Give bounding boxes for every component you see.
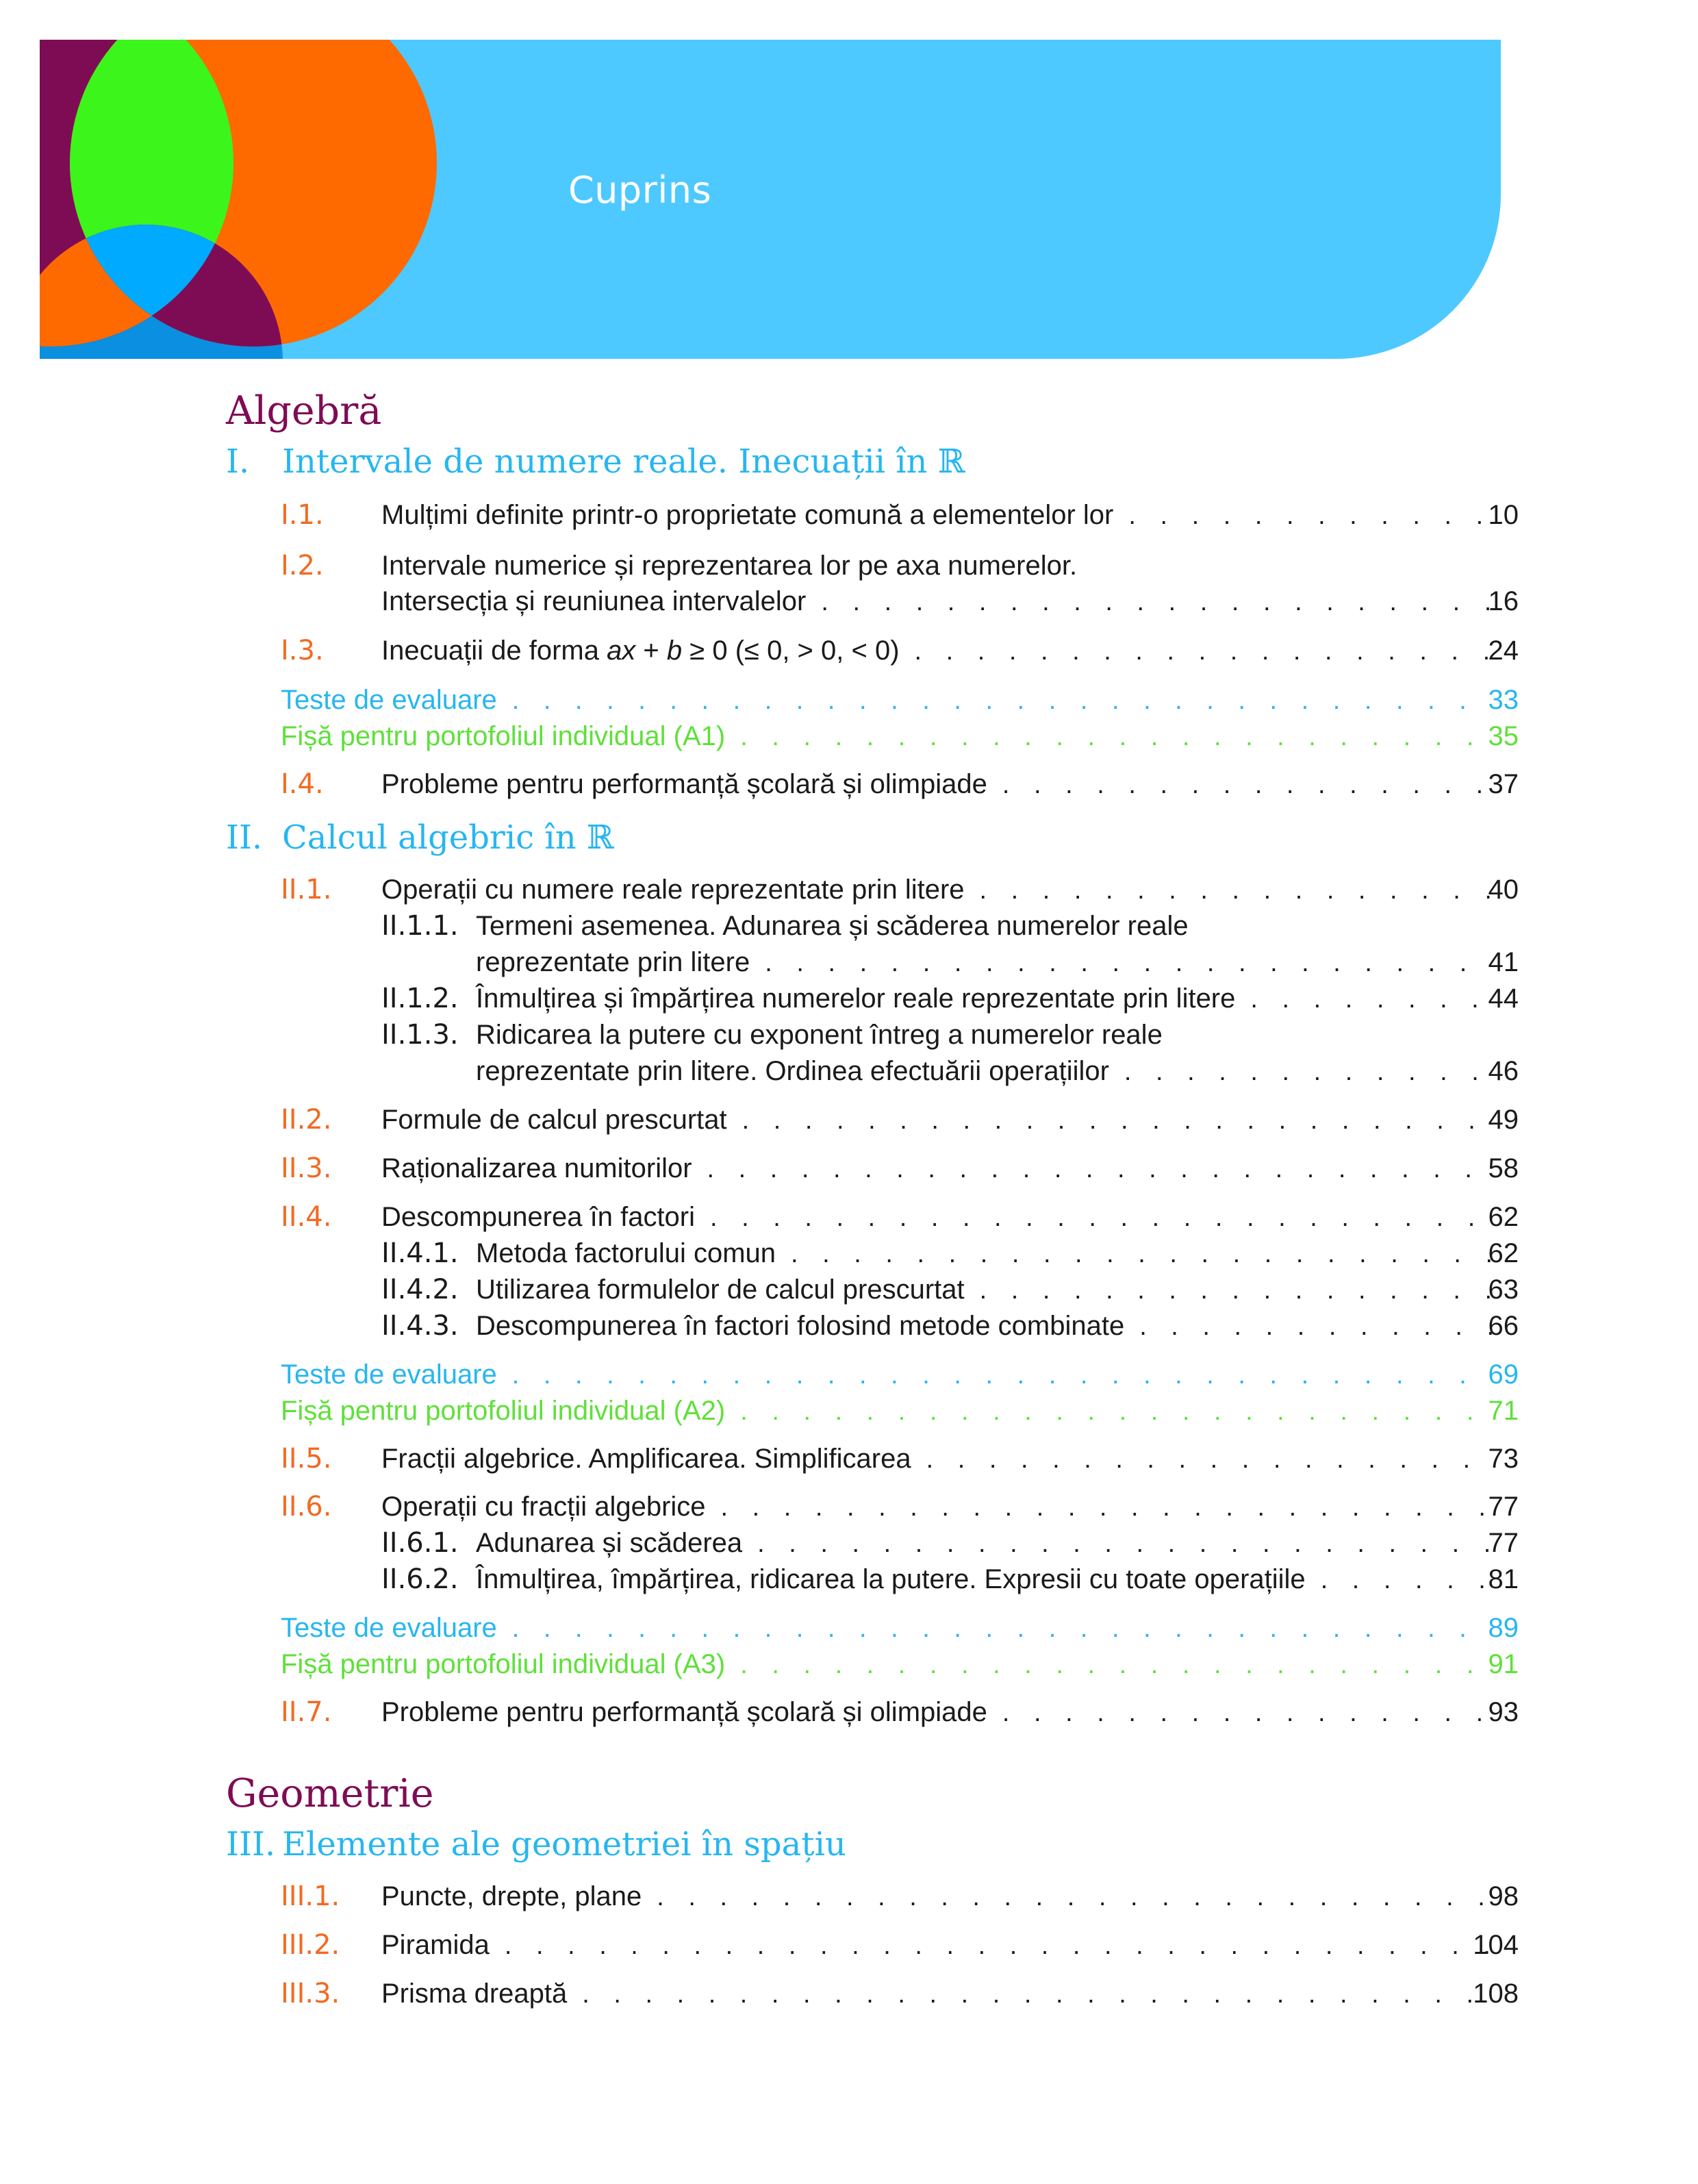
entry-text: Descompunerea în factori bbox=[381, 1202, 696, 1232]
page-number: 108 bbox=[1473, 1979, 1519, 2009]
page-number: 81 bbox=[1488, 1564, 1519, 1594]
chapter-title: Calcul algebric în ℝ bbox=[282, 818, 614, 857]
page-number: 46 bbox=[1488, 1056, 1519, 1086]
entry-text: Puncte, drepte, plane bbox=[381, 1881, 642, 1911]
entry-text: Metoda factorului comun bbox=[476, 1238, 776, 1268]
toc-entry[interactable] bbox=[0, 1198, 1698, 1236]
entry-text: Fișă pentru portofoliul individual (A1) bbox=[281, 721, 726, 751]
toc-entry[interactable] bbox=[0, 1974, 1698, 2013]
page-number: 24 bbox=[1488, 636, 1519, 666]
toc-subentry[interactable] bbox=[0, 1524, 1698, 1562]
toc-subentry[interactable] bbox=[0, 1307, 1698, 1345]
toc-entry-portfolio[interactable] bbox=[0, 717, 1698, 755]
page-number: 62 bbox=[1488, 1202, 1519, 1232]
page-number: 98 bbox=[1488, 1881, 1519, 1911]
page-title: Cuprins bbox=[568, 168, 712, 212]
entry-text: Teste de evaluare bbox=[281, 1359, 497, 1390]
entry-text: Probleme pentru performanță școlară și olimpiade bbox=[381, 1697, 987, 1727]
entry-text: Operații cu fracții algebrice bbox=[381, 1492, 706, 1522]
chapter-title: Elemente ale geometriei în spațiu bbox=[282, 1825, 846, 1863]
dot-leader bbox=[980, 871, 1493, 909]
page-number: 89 bbox=[1488, 1613, 1519, 1643]
page-number: 77 bbox=[1488, 1492, 1519, 1522]
entry-text: Intervale numerice și reprezentarea lor pe axa numerelor. bbox=[381, 551, 1078, 581]
toc-entry[interactable] bbox=[0, 496, 1698, 534]
page-number: 66 bbox=[1488, 1311, 1519, 1341]
entry-text: Fișă pentru portofoliul individual (A3) bbox=[281, 1649, 726, 1679]
page-number: 104 bbox=[1473, 1930, 1519, 1960]
entry-text: Mulțimi definite printr-o proprietate comună a elementelor lor bbox=[381, 500, 1114, 530]
toc-subentry[interactable] bbox=[0, 1016, 1698, 1054]
entry-text: Formule de calcul prescurtat bbox=[381, 1105, 727, 1135]
dot-leader bbox=[926, 1440, 1493, 1479]
dot-leader bbox=[505, 1926, 1493, 1965]
entry-text: Adunarea și scăderea bbox=[476, 1528, 743, 1558]
entry-number: II.1. bbox=[281, 874, 332, 905]
entry-text: Înmulțirea și împărțirea numerelor reale reprezentate prin litere bbox=[476, 983, 1236, 1014]
entry-number: III.3. bbox=[281, 1978, 340, 2009]
entry-number: I.2. bbox=[281, 550, 324, 581]
entry-text: Fracții algebrice. Amplificarea. Simplificarea bbox=[381, 1444, 911, 1474]
dot-leader bbox=[707, 1150, 1493, 1188]
chapter-number: II. bbox=[226, 818, 263, 857]
page-number: 37 bbox=[1488, 769, 1519, 799]
entry-number: II.5. bbox=[281, 1443, 332, 1474]
entry-text: Piramida bbox=[381, 1930, 490, 1960]
entry-text: reprezentate prin litere. Ordinea efectuării operațiilor bbox=[476, 1056, 1109, 1086]
dot-leader bbox=[657, 1878, 1493, 1916]
toc-entry-continuation[interactable] bbox=[0, 582, 1698, 620]
toc-subentry[interactable] bbox=[0, 907, 1698, 945]
entry-text: Fișă pentru portofoliul individual (A2) bbox=[281, 1396, 726, 1426]
dot-leader bbox=[582, 1975, 1493, 2013]
dot-leader bbox=[1002, 1694, 1493, 1732]
section-title-algebra: Algebră bbox=[226, 388, 382, 434]
dot-leader bbox=[1002, 766, 1493, 804]
entry-text: Intersecția și reuniunea intervalelor bbox=[381, 586, 807, 616]
dot-leader bbox=[980, 1271, 1493, 1309]
dot-leader bbox=[765, 944, 1493, 982]
toc-entry[interactable] bbox=[0, 631, 1698, 670]
page-number: 10 bbox=[1488, 500, 1519, 530]
entry-number: II.4.2. bbox=[381, 1274, 459, 1305]
toc-entry[interactable] bbox=[0, 1877, 1698, 1916]
toc-entry[interactable] bbox=[0, 1693, 1698, 1731]
entry-number: II.6. bbox=[281, 1491, 332, 1522]
entry-number: II.1.2. bbox=[381, 983, 459, 1014]
page-number: 62 bbox=[1488, 1238, 1519, 1268]
entry-number: I.3. bbox=[281, 635, 324, 666]
dot-leader bbox=[740, 718, 1493, 756]
page-number: 41 bbox=[1488, 947, 1519, 977]
toc-entry[interactable] bbox=[0, 1488, 1698, 1526]
toc-entry[interactable] bbox=[0, 870, 1698, 909]
toc-subentry-continuation[interactable] bbox=[0, 1052, 1698, 1090]
entry-text: Inecuații de forma ax + b ≥ 0 (≤ 0, > 0, < 0) bbox=[381, 636, 900, 666]
entry-text: Termeni asemenea. Adunarea și scăderea numerelor reale bbox=[476, 911, 1189, 941]
entry-number: I.4. bbox=[281, 768, 324, 800]
toc-entry[interactable] bbox=[0, 1101, 1698, 1139]
chapter-number: III. bbox=[226, 1825, 276, 1863]
entry-number: II.3. bbox=[281, 1153, 332, 1184]
entry-number: III.1. bbox=[281, 1881, 340, 1912]
toc-entry[interactable] bbox=[0, 765, 1698, 803]
toc-subentry[interactable] bbox=[0, 1270, 1698, 1309]
entry-number: II.4.3. bbox=[381, 1310, 459, 1342]
dot-leader bbox=[740, 1392, 1493, 1431]
toc-entry-tests[interactable] bbox=[0, 1355, 1698, 1394]
entry-text: Descompunerea în factori folosind metode combinate bbox=[476, 1311, 1125, 1341]
dot-leader bbox=[791, 1235, 1493, 1273]
page-number: 40 bbox=[1488, 875, 1519, 905]
entry-number: II.2. bbox=[281, 1104, 332, 1135]
page-number: 93 bbox=[1488, 1697, 1519, 1727]
toc-entry-tests[interactable] bbox=[0, 1609, 1698, 1647]
dot-leader bbox=[742, 1101, 1493, 1140]
section-title-geometrie: Geometrie bbox=[226, 1771, 434, 1816]
page-number: 49 bbox=[1488, 1105, 1519, 1135]
entry-number: II.7. bbox=[281, 1696, 332, 1728]
entry-text: Raționalizarea numitorilor bbox=[381, 1153, 692, 1183]
toc-subentry[interactable] bbox=[0, 1560, 1698, 1598]
entry-text: Operații cu numere reale reprezentate prin litere bbox=[381, 875, 965, 905]
dot-leader bbox=[512, 681, 1493, 720]
page-number: 73 bbox=[1488, 1444, 1519, 1474]
entry-text: Prisma dreaptă bbox=[381, 1979, 568, 2009]
entry-number: II.1.3. bbox=[381, 1019, 459, 1051]
entry-text: Probleme pentru performanță școlară și olimpiade bbox=[381, 769, 987, 799]
dot-leader bbox=[757, 1524, 1493, 1563]
dot-leader bbox=[821, 583, 1493, 621]
toc-entry-portfolio[interactable] bbox=[0, 1392, 1698, 1430]
chapter-title: Intervale de numere reale. Inecuații în ℝ bbox=[282, 442, 965, 481]
entry-number: II.1.1. bbox=[381, 910, 459, 942]
toc-subentry[interactable] bbox=[0, 1234, 1698, 1272]
entry-text: Teste de evaluare bbox=[281, 1613, 497, 1643]
entry-text: reprezentate prin litere bbox=[476, 947, 750, 977]
dot-leader bbox=[512, 1609, 1493, 1648]
entry-number: II.4. bbox=[281, 1201, 332, 1233]
dot-leader bbox=[512, 1356, 1493, 1394]
page-number: 69 bbox=[1488, 1359, 1519, 1390]
toc-entry[interactable] bbox=[0, 1440, 1698, 1478]
dot-leader bbox=[740, 1646, 1493, 1684]
entry-number: II.6.1. bbox=[381, 1527, 459, 1559]
page-number: 35 bbox=[1488, 721, 1519, 751]
dot-leader bbox=[915, 632, 1493, 670]
toc-subentry-continuation[interactable] bbox=[0, 943, 1698, 981]
toc-entry[interactable] bbox=[0, 547, 1698, 585]
toc-entry[interactable] bbox=[0, 1926, 1698, 1964]
entry-number: II.6.2. bbox=[381, 1564, 459, 1595]
entry-text: Înmulțirea, împărțirea, ridicarea la putere. Expresii cu toate operațiile bbox=[476, 1564, 1306, 1594]
page-number: 91 bbox=[1488, 1649, 1519, 1679]
page-number: 16 bbox=[1488, 586, 1519, 616]
entry-number: I.1. bbox=[281, 499, 324, 531]
dot-leader bbox=[721, 1488, 1493, 1527]
page-number: 63 bbox=[1488, 1275, 1519, 1305]
entry-text: Utilizarea formulelor de calcul prescurtat bbox=[476, 1275, 965, 1305]
page-number: 58 bbox=[1488, 1153, 1519, 1183]
entry-text: Teste de evaluare bbox=[281, 685, 497, 715]
toc-entry-tests[interactable] bbox=[0, 681, 1698, 719]
entry-number: III.2. bbox=[281, 1929, 340, 1961]
entry-text: Ridicarea la putere cu exponent întreg a numerelor reale bbox=[476, 1020, 1163, 1050]
toc-subentry[interactable] bbox=[0, 979, 1698, 1018]
page-number: 44 bbox=[1488, 983, 1519, 1014]
dot-leader bbox=[710, 1198, 1493, 1237]
page-number: 71 bbox=[1488, 1396, 1519, 1426]
chapter-number: I. bbox=[226, 442, 250, 481]
entry-number: II.4.1. bbox=[381, 1238, 459, 1269]
page-number: 33 bbox=[1488, 685, 1519, 715]
toc-entry-portfolio[interactable] bbox=[0, 1645, 1698, 1683]
page-number: 77 bbox=[1488, 1528, 1519, 1558]
toc-entry[interactable] bbox=[0, 1149, 1698, 1188]
